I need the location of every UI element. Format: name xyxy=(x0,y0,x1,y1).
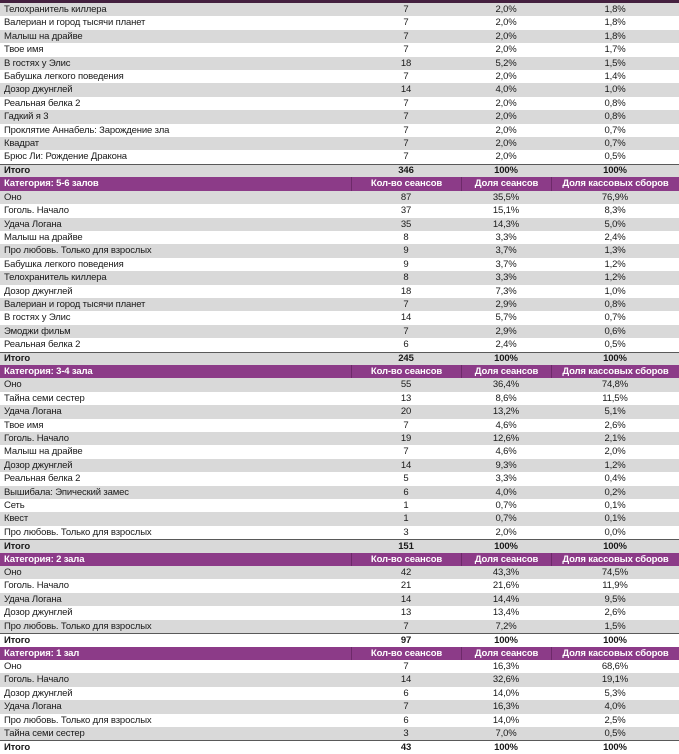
box-office-share-cell: 8,3% xyxy=(604,205,626,217)
box-office-share-cell: 1,8% xyxy=(604,30,626,42)
box-office-share-cell: 2,0% xyxy=(604,446,626,458)
movie-row xyxy=(0,419,679,432)
sessions-count-cell: 5 xyxy=(403,473,409,485)
total-sessions-share-cell: 100% xyxy=(494,165,518,177)
movie-row xyxy=(0,298,679,311)
movie-title-cell: Гадкий я 3 xyxy=(4,111,49,123)
column-header: Доля сеансов xyxy=(461,365,551,378)
total-label: Итого xyxy=(4,165,31,177)
sessions-count-cell: 55 xyxy=(400,379,412,391)
movie-title-cell: Оно xyxy=(4,567,22,579)
sessions-count-cell: 7 xyxy=(403,44,409,56)
sessions-count-cell: 1 xyxy=(403,500,409,512)
sessions-share-cell: 3,7% xyxy=(495,245,517,257)
sessions-share-cell: 2,0% xyxy=(495,138,517,150)
movie-row xyxy=(0,405,679,418)
sessions-share-cell: 2,0% xyxy=(495,124,517,136)
total-row xyxy=(0,633,679,646)
sessions-count-cell: 6 xyxy=(403,714,409,726)
category-header-row xyxy=(0,553,679,566)
sessions-share-cell: 2,0% xyxy=(495,17,517,29)
movie-row xyxy=(0,204,679,217)
movie-title-cell: Телохранитель киллера xyxy=(4,272,107,284)
box-office-share-cell: 2,5% xyxy=(604,714,626,726)
movie-title-cell: Реальная белка 2 xyxy=(4,97,81,109)
box-office-share-cell: 5,3% xyxy=(604,687,626,699)
sessions-share-cell: 7,3% xyxy=(495,285,517,297)
movie-title-cell: Реальная белка 2 xyxy=(4,339,81,351)
sessions-share-cell: 14,3% xyxy=(492,218,520,230)
movie-title-cell: Про любовь. Только для взрослых xyxy=(4,714,152,726)
movie-title-cell: Оно xyxy=(4,379,22,391)
sessions-count-cell: 7 xyxy=(403,111,409,123)
movie-row xyxy=(0,673,679,686)
sessions-count-cell: 21 xyxy=(400,580,412,592)
movie-row xyxy=(0,150,679,163)
movie-row xyxy=(0,512,679,525)
sessions-share-cell: 2,0% xyxy=(495,30,517,42)
sessions-share-cell: 7,0% xyxy=(495,727,517,739)
sessions-share-cell: 3,3% xyxy=(495,272,517,284)
sessions-count-cell: 7 xyxy=(403,30,409,42)
movie-title-cell: Квадрат xyxy=(4,138,39,150)
box-office-share-cell: 11,9% xyxy=(602,580,628,592)
total-row xyxy=(0,164,679,177)
sessions-share-cell: 32,6% xyxy=(492,674,520,686)
movie-row xyxy=(0,16,679,29)
movie-row xyxy=(0,311,679,324)
movie-row xyxy=(0,472,679,485)
sessions-share-cell: 14,4% xyxy=(492,593,520,605)
box-office-share-cell: 19,1% xyxy=(601,674,629,686)
movie-row xyxy=(0,727,679,740)
sessions-share-cell: 2,0% xyxy=(495,71,517,83)
movie-title-cell: Про любовь. Только для взрослых xyxy=(4,620,152,632)
sessions-share-cell: 35,5% xyxy=(492,191,520,203)
sessions-share-cell: 12,6% xyxy=(492,433,520,444)
sessions-count-cell: 14 xyxy=(400,674,412,686)
column-header: Доля сеансов xyxy=(461,647,551,660)
movie-row xyxy=(0,486,679,499)
movie-title-cell: Дозор джунглей xyxy=(4,607,73,619)
movie-row xyxy=(0,285,679,298)
total-sessions-share-cell: 100% xyxy=(494,353,518,365)
movie-row xyxy=(0,687,679,700)
sessions-count-cell: 7 xyxy=(403,71,409,83)
box-office-share-cell: 0,0% xyxy=(604,526,626,538)
sessions-count-cell: 19 xyxy=(400,433,412,444)
movie-row xyxy=(0,714,679,727)
movie-title-cell: Реальная белка 2 xyxy=(4,473,81,485)
box-office-share-cell: 1,5% xyxy=(604,57,626,69)
sessions-count-cell: 14 xyxy=(400,459,412,471)
sessions-count-cell: 7 xyxy=(403,446,409,458)
sessions-share-cell: 9,3% xyxy=(495,459,517,471)
movie-row xyxy=(0,30,679,43)
box-office-share-cell: 0,8% xyxy=(604,97,626,109)
movie-row xyxy=(0,191,679,204)
category-header-row xyxy=(0,177,679,190)
sessions-count-cell: 87 xyxy=(400,191,412,203)
movie-row xyxy=(0,43,679,56)
movie-title-cell: Малыш на драйве xyxy=(4,30,83,42)
total-label: Итого xyxy=(4,540,31,552)
box-office-share-cell: 0,5% xyxy=(604,151,626,163)
sessions-count-cell: 37 xyxy=(400,205,412,217)
box-office-share-cell: 1,0% xyxy=(604,285,626,297)
sessions-share-cell: 5,2% xyxy=(495,57,517,69)
sessions-share-cell: 2,0% xyxy=(495,526,517,538)
column-header: Доля кассовых сборов xyxy=(551,177,679,190)
box-office-share-cell: 0,7% xyxy=(604,138,626,150)
sessions-share-cell: 8,6% xyxy=(495,392,517,404)
movie-row xyxy=(0,459,679,472)
sessions-count-cell: 3 xyxy=(403,727,409,739)
sessions-share-cell: 14,0% xyxy=(492,714,520,726)
movie-row xyxy=(0,579,679,592)
total-sessions-share-cell: 100% xyxy=(494,741,518,753)
sessions-count-cell: 7 xyxy=(403,298,409,310)
box-office-share-cell: 0,1% xyxy=(604,500,626,512)
movie-row xyxy=(0,124,679,137)
sessions-share-cell: 16,3% xyxy=(492,701,520,713)
box-office-share-cell: 1,5% xyxy=(604,620,626,632)
box-office-share-cell: 0,6% xyxy=(604,325,626,337)
box-office-share-cell: 2,6% xyxy=(604,607,626,619)
box-office-share-cell: 4,0% xyxy=(604,701,626,713)
total-sessions-count-cell: 151 xyxy=(398,540,414,552)
sessions-share-cell: 3,7% xyxy=(495,258,517,270)
movie-row xyxy=(0,271,679,284)
movie-row xyxy=(0,258,679,271)
movie-row xyxy=(0,593,679,606)
sessions-share-cell: 15,1% xyxy=(492,205,520,217)
box-office-share-cell: 74,8% xyxy=(601,379,629,391)
movie-title-cell: Телохранитель киллера xyxy=(4,4,107,15)
sessions-share-cell: 4,0% xyxy=(495,486,517,498)
movie-title-cell: Про любовь. Только для взрослых xyxy=(4,245,152,257)
sessions-count-cell: 7 xyxy=(403,151,409,163)
sessions-count-cell: 7 xyxy=(403,660,409,672)
movie-title-cell: Проклятие Аннабель: Зарождение зла xyxy=(4,124,170,136)
movie-row xyxy=(0,700,679,713)
movie-title-cell: Квест xyxy=(4,513,29,525)
movie-title-cell: Бабушка легкого поведения xyxy=(4,258,124,270)
movie-title-cell: Тайна семи сестер xyxy=(4,727,85,739)
movie-title-cell: Тайна семи сестер xyxy=(4,392,85,404)
sessions-count-cell: 18 xyxy=(400,57,412,69)
movie-title-cell: Оно xyxy=(4,191,22,203)
category-header-row xyxy=(0,647,679,660)
box-office-share-cell: 68,6% xyxy=(601,660,629,672)
sessions-share-cell: 43,3% xyxy=(492,567,520,579)
box-office-share-cell: 1,7% xyxy=(604,44,626,56)
movie-row xyxy=(0,97,679,110)
box-office-share-cell: 1,4% xyxy=(604,71,626,83)
box-office-share-cell: 1,3% xyxy=(604,245,626,257)
movie-title-cell: Удача Логана xyxy=(4,701,62,713)
box-office-share-cell: 74,5% xyxy=(601,567,629,579)
category-label: Категория: 5-6 залов xyxy=(4,178,99,190)
movie-row xyxy=(0,526,679,539)
sessions-count-cell: 35 xyxy=(400,218,412,230)
category-header-row xyxy=(0,365,679,378)
movie-title-cell: Гоголь. Начало xyxy=(4,580,69,592)
column-header: Кол-во сеансов xyxy=(351,553,461,566)
sessions-share-cell: 13,2% xyxy=(492,406,520,418)
movie-row xyxy=(0,137,679,150)
sessions-count-cell: 1 xyxy=(403,513,409,525)
sessions-count-cell: 3 xyxy=(403,526,409,538)
movie-title-cell: Гоголь. Начало xyxy=(4,433,69,444)
total-box-office-share-cell: 100% xyxy=(603,540,627,552)
box-office-share-cell: 0,5% xyxy=(604,727,626,739)
sessions-count-cell: 9 xyxy=(403,258,409,270)
movie-row xyxy=(0,499,679,512)
total-sessions-count-cell: 245 xyxy=(398,353,414,365)
column-header: Доля кассовых сборов xyxy=(551,553,679,566)
movie-title-cell: Малыш на драйве xyxy=(4,446,83,458)
sessions-share-cell: 21,6% xyxy=(492,580,520,592)
box-office-share-cell: 9,5% xyxy=(604,593,626,605)
box-office-share-cell: 0,8% xyxy=(604,298,626,310)
movie-title-cell: Бабушка легкого поведения xyxy=(4,71,124,83)
sessions-count-cell: 14 xyxy=(400,312,412,324)
sessions-share-cell: 3,3% xyxy=(495,231,517,243)
sessions-share-cell: 2,4% xyxy=(495,339,517,351)
movie-title-cell: Эмоджи фильм xyxy=(4,325,71,337)
sessions-count-cell: 7 xyxy=(403,701,409,713)
movie-title-cell: Твое имя xyxy=(4,44,44,56)
movie-row xyxy=(0,57,679,70)
box-office-share-cell: 0,4% xyxy=(604,473,626,485)
total-sessions-count-cell: 97 xyxy=(400,634,412,646)
movie-row xyxy=(0,620,679,633)
movie-row xyxy=(0,378,679,391)
column-header: Кол-во сеансов xyxy=(351,365,461,378)
box-office-share-cell: 2,4% xyxy=(604,231,626,243)
sessions-count-cell: 7 xyxy=(403,17,409,29)
box-office-share-cell: 1,2% xyxy=(604,459,626,471)
sessions-share-cell: 5,7% xyxy=(495,312,517,324)
sessions-count-cell: 7 xyxy=(403,4,409,15)
box-office-share-cell: 1,2% xyxy=(604,258,626,270)
sessions-share-cell: 14,0% xyxy=(492,687,520,699)
movie-row xyxy=(0,566,679,579)
total-box-office-share-cell: 100% xyxy=(603,353,627,365)
category-label: Категория: 3-4 зала xyxy=(4,365,93,377)
movie-title-cell: Валериан и город тысячи планет xyxy=(4,298,146,310)
sessions-share-cell: 3,3% xyxy=(495,473,517,485)
sessions-count-cell: 13 xyxy=(400,392,412,404)
total-box-office-share-cell: 100% xyxy=(603,741,627,753)
sessions-share-cell: 2,0% xyxy=(495,44,517,56)
movie-row xyxy=(0,110,679,123)
total-box-office-share-cell: 100% xyxy=(603,634,627,646)
sessions-count-cell: 14 xyxy=(400,84,412,96)
movie-title-cell: Гоголь. Начало xyxy=(4,674,69,686)
sessions-count-cell: 8 xyxy=(403,272,409,284)
sessions-count-cell: 7 xyxy=(403,138,409,150)
movie-title-cell: Оно xyxy=(4,660,22,672)
sessions-share-cell: 2,0% xyxy=(495,151,517,163)
movie-title-cell: Удача Логана xyxy=(4,406,62,418)
box-office-share-cell: 11,5% xyxy=(602,392,628,404)
movie-title-cell: Вышибала: Эпический замес xyxy=(4,486,129,498)
movie-title-cell: В гостях у Элис xyxy=(4,57,71,69)
movie-row xyxy=(0,606,679,619)
sessions-count-cell: 7 xyxy=(403,419,409,431)
total-sessions-count-cell: 43 xyxy=(400,741,412,753)
box-office-share-cell: 5,0% xyxy=(604,218,626,230)
total-label: Итого xyxy=(4,634,31,646)
sessions-share-cell: 16,3% xyxy=(492,660,520,672)
movie-title-cell: Про любовь. Только для взрослых xyxy=(4,526,152,538)
category-label: Категория: 2 зала xyxy=(4,553,85,565)
sessions-count-cell: 7 xyxy=(403,620,409,632)
sessions-share-cell: 0,7% xyxy=(495,500,517,512)
sessions-share-cell: 4,6% xyxy=(495,446,517,458)
sessions-count-cell: 9 xyxy=(403,245,409,257)
box-office-share-cell: 1,2% xyxy=(604,272,626,284)
box-office-share-cell: 1,8% xyxy=(604,17,626,29)
category-label: Категория: 1 зал xyxy=(4,647,80,659)
sessions-count-cell: 7 xyxy=(403,124,409,136)
movie-row xyxy=(0,338,679,351)
movie-title-cell: Гоголь. Начало xyxy=(4,205,69,217)
movie-title-cell: Сеть xyxy=(4,500,25,512)
movie-title-cell: Дозор джунглей xyxy=(4,459,73,471)
movie-title-cell: Дозор джунглей xyxy=(4,285,73,297)
total-sessions-share-cell: 100% xyxy=(494,540,518,552)
movie-title-cell: Удача Логана xyxy=(4,218,62,230)
movie-row xyxy=(0,660,679,673)
sessions-count-cell: 6 xyxy=(403,687,409,699)
movie-row xyxy=(0,445,679,458)
sessions-count-cell: 18 xyxy=(400,285,412,297)
movie-row xyxy=(0,392,679,405)
box-office-share-cell: 0,8% xyxy=(604,111,626,123)
column-header: Доля сеансов xyxy=(461,553,551,566)
movie-row xyxy=(0,231,679,244)
movie-row xyxy=(0,3,679,16)
total-label: Итого xyxy=(4,353,31,365)
movie-title-cell: В гостях у Элис xyxy=(4,312,71,324)
total-box-office-share-cell: 100% xyxy=(603,165,627,177)
box-office-share-cell: 0,7% xyxy=(604,312,626,324)
box-office-share-cell: 1,8% xyxy=(604,4,626,15)
sessions-count-cell: 6 xyxy=(403,486,409,498)
movie-row xyxy=(0,83,679,96)
movie-title-cell: Брюс Ли: Рождение Дракона xyxy=(4,151,127,163)
total-row xyxy=(0,352,679,365)
total-row xyxy=(0,539,679,552)
sessions-share-cell: 4,0% xyxy=(495,84,517,96)
box-office-share-cell: 2,6% xyxy=(604,419,626,431)
movie-title-cell: Твое имя xyxy=(4,419,44,431)
sessions-count-cell: 6 xyxy=(403,339,409,351)
movie-title-cell: Валериан и город тысячи планет xyxy=(4,17,146,29)
total-sessions-count-cell: 346 xyxy=(398,165,414,177)
sessions-count-cell: 14 xyxy=(400,593,412,605)
box-office-share-cell: 76,9% xyxy=(601,191,629,203)
column-header: Кол-во сеансов xyxy=(351,647,461,660)
sessions-share-cell: 13,4% xyxy=(492,607,520,619)
sessions-count-cell: 8 xyxy=(403,231,409,243)
column-header: Кол-во сеансов xyxy=(351,177,461,190)
movie-title-cell: Дозор джунглей xyxy=(4,84,73,96)
sessions-count-cell: 20 xyxy=(400,406,412,418)
total-label: Итого xyxy=(4,741,31,753)
column-header: Доля сеансов xyxy=(461,177,551,190)
sessions-share-cell: 0,7% xyxy=(495,513,517,525)
sessions-share-cell: 2,0% xyxy=(495,4,517,15)
sessions-share-cell: 36,4% xyxy=(492,379,520,391)
box-office-share-cell: 1,0% xyxy=(604,84,626,96)
column-header: Доля кассовых сборов xyxy=(551,647,679,660)
sessions-count-cell: 7 xyxy=(403,325,409,337)
sessions-count-cell: 7 xyxy=(403,97,409,109)
movie-row xyxy=(0,244,679,257)
sessions-share-cell: 2,9% xyxy=(495,325,517,337)
total-sessions-share-cell: 100% xyxy=(494,634,518,646)
column-header: Доля кассовых сборов xyxy=(551,365,679,378)
movie-title-cell: Дозор джунглей xyxy=(4,687,73,699)
box-office-share-cell: 0,2% xyxy=(604,486,626,498)
sessions-count-cell: 42 xyxy=(400,567,412,579)
sessions-share-cell: 2,9% xyxy=(495,298,517,310)
movie-row xyxy=(0,70,679,83)
box-office-share-cell: 0,1% xyxy=(604,513,626,525)
box-office-share-cell: 5,1% xyxy=(604,406,626,418)
movie-row xyxy=(0,218,679,231)
movie-row xyxy=(0,432,679,445)
sessions-share-cell: 2,0% xyxy=(495,97,517,109)
total-row xyxy=(0,740,679,753)
movie-title-cell: Удача Логана xyxy=(4,593,62,605)
box-office-share-cell: 2,1% xyxy=(604,433,626,444)
sessions-share-cell: 2,0% xyxy=(495,111,517,123)
movie-title-cell: Малыш на драйве xyxy=(4,231,83,243)
box-office-share-cell: 0,7% xyxy=(604,124,626,136)
sessions-share-cell: 7,2% xyxy=(495,620,517,632)
sessions-share-cell: 4,6% xyxy=(495,419,517,431)
sessions-count-cell: 13 xyxy=(400,607,412,619)
box-office-share-cell: 0,5% xyxy=(604,339,626,351)
movie-row xyxy=(0,325,679,338)
